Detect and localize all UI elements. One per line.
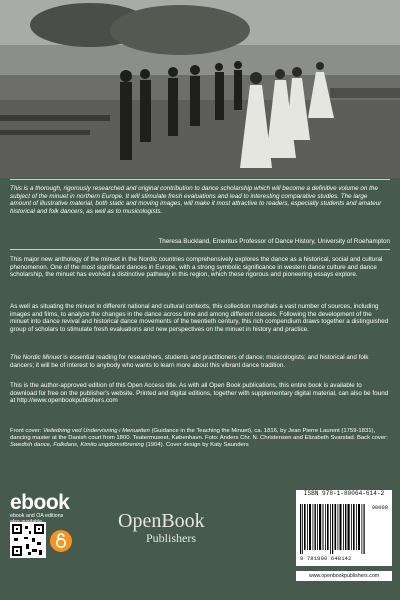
ebook-availability: ebook and OA editions xyxy=(10,513,64,519)
dancers-photo xyxy=(0,0,400,178)
divider xyxy=(10,249,390,250)
credits-title: Veiledning ved Undervisning i Menuetten xyxy=(43,428,150,434)
description-paragraph-2: As well as situating the minuet in different national and cultural contexts, this collection marshals a vast number of sources, including images and films, to analyze the changes in the dance across time and among different classes. Following the development of the minuet into dance revival and historical dance movements of the twentieth century, this rich compendium draws together a distinguished group of scholars to stimulate fresh evaluations and new perspectives on the minuet in history and practice. xyxy=(10,303,389,333)
book-title: The Nordic Minuet xyxy=(10,354,62,361)
review-quote: This is a thorough, rigorously researched and original contribution to dance scholarship which will become a definitive volume on the subject of the minuet in northern Europe. It will stimulate fresh evaluations and lead to interesting comparative studies. The large amount of illustrative material, both static and moving images, will make it most attractive to readers, especially students and amateur historical and folk dancers, as well as to musicologists. xyxy=(10,185,382,215)
credits-text: (Guidance in the Teaching the Minuet), ca. 1816, by Jean Pierre Laurent (1759-1831), dancing master at the Danish court from 1800. Teatermuseet, København. Foto: Anders Chr. N. Christensen and Elizabeth Svarstad. Back cover: xyxy=(10,428,388,442)
credits-title: Swedish dance, Folkdans, Kimito ungdomsförening xyxy=(10,442,144,449)
credits-text: (1904). Cover design by Katy Saunders xyxy=(143,442,249,449)
description-paragraph-1: This major new anthology of the minuet in the Nordic countries comprehensively explores the dance as a historical, social and cultural phenomenon. One of the most significant dances in Europe, with a strong symbolic significance in western dance culture and dance scholarship, the minuet has evolved a distinctive pathway in this region, which these rigorous and pioneering essays explore. xyxy=(10,256,383,279)
publisher-logo xyxy=(118,511,248,545)
ebook-label: ebook xyxy=(10,491,70,514)
cover-credits xyxy=(10,428,390,450)
publisher-website[interactable]: www.openbookpublishers.com xyxy=(296,571,392,581)
divider xyxy=(10,179,390,180)
barcode-box xyxy=(296,490,392,566)
barcode-icon xyxy=(300,504,366,554)
description-paragraph-3 xyxy=(10,354,390,369)
paragraph-text: is essential reading for researchers, students and practitioners of dance; musicologists; and historical and folk dancers; it will be of interest to anybody who wants to learn more about this vibrant dance tradition. xyxy=(10,354,369,369)
publisher-name: OpenBook xyxy=(118,510,205,532)
barcode-digits: 9 781800 648142 xyxy=(300,556,352,562)
isbn-number: ISBN 978-1-80064-614-2 xyxy=(303,490,385,497)
publisher-subname: Publishers xyxy=(146,531,197,545)
open-access-icon xyxy=(50,530,72,552)
description-paragraph-4: This is the author-approved edition of this Open Access title. As with all Open Book publications, this entire book is available to download for free on the publisher's website. Printed and digital editions, together with supplementary digital material, can also be found at http://www.openbookpublishers.com xyxy=(10,382,389,405)
qr-code-icon xyxy=(10,522,46,558)
ebook-badge xyxy=(10,493,72,526)
quote-attribution: Theresa Buckland, Emeritus Professor of Dance History, University of Roehampton xyxy=(158,238,390,245)
cover-photo xyxy=(0,0,400,178)
credits-text: Front cover: xyxy=(10,428,44,434)
barcode-price: 90000 xyxy=(371,505,388,511)
